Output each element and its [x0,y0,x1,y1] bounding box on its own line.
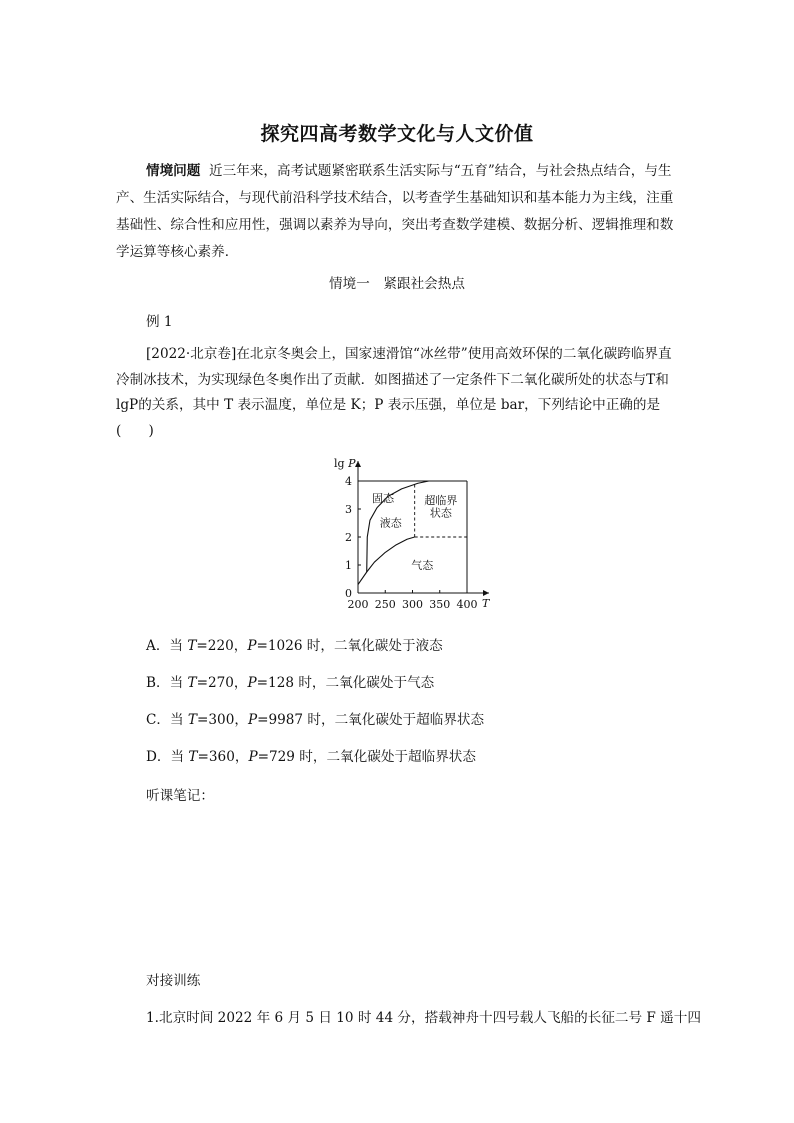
x-tick-label-350: 350 [429,598,451,611]
y-tick-label-4: 4 [345,475,352,488]
y-tick-label-0: 0 [345,587,352,600]
x-tick-label-250: 250 [374,598,396,611]
x-tick-label-300: 300 [402,598,423,611]
y-axis-arrow [355,461,361,467]
intro-text: 近三年来，高考试题紧密联系生活实际与“五育”结合，与社会热点结合，与生产、生活实际结合，与现代前沿科学技术结合，以考查学生基础知识和基本能力为主线，注重基础性、综合性和应用性，强调以素养为导向，突出考查数学建模、数据分析、逻辑推理和数学运算等核心素养． [116,163,674,260]
y-tick-label-1: 1 [345,559,352,572]
problem-source: [2022·北京卷] [146,346,237,362]
x-axis-label: T [482,597,490,610]
option-d: D．当 T=360，P=729 时，二氧化碳处于超临界状态 [146,749,476,765]
region-label-solid: 固态 [372,491,395,505]
question-1: 1.北京时间 2022 年 6 月 5 日 10 时 44 分，搭载神舟十四号载人飞船的长征二号 F 遥十四 [146,1010,701,1026]
y-axis-label: lg P [334,457,356,470]
region-label-gas: 气态 [411,559,434,572]
intro-paragraph [116,158,681,266]
option-b: B．当 T=270，P=128 时，二氧化碳处于气态 [146,675,435,691]
intro-label: 情境问题 [146,163,201,179]
problem-text: 在北京冬奥会上，国家速滑馆“冰丝带”使用高效环保的二氧化碳跨临界直冷制冰技术，为实现绿色冬奥作出了贡献．如图描述了一定条件下二氧化碳所处的状态与T和lgP的关系，其中 T 表示温度，单位是 K；P 表示压强，单位是 bar，下列结论中正确的是( ) [116,346,672,439]
problem-paragraph [116,342,681,444]
x-axis-arrow [483,590,489,596]
example-label: 例 1 [146,314,173,330]
y-tick-label-3: 3 [345,503,352,516]
y-tick-label-2: 2 [345,531,352,544]
x-tick-label-200: 200 [347,598,369,611]
page-title: 探究四高考数学文化与人文价值 [260,123,534,145]
option-c: C．当 T=300，P=9987 时，二氧化碳处于超临界状态 [146,712,485,728]
phase-diagram-chart [322,448,502,614]
section-heading: 情境一 紧跟社会热点 [329,276,465,292]
region-label-supercritical-2: 状态 [429,506,452,520]
training-label: 对接训练 [146,973,201,989]
x-tick-label-400: 400 [456,598,478,611]
notes-label: 听课笔记： [146,788,214,804]
option-a: A．当 T=220，P=1026 时，二氧化碳处于液态 [146,638,443,654]
region-label-supercritical: 超临界 [424,494,458,508]
region-label-liquid: 液态 [379,516,402,530]
